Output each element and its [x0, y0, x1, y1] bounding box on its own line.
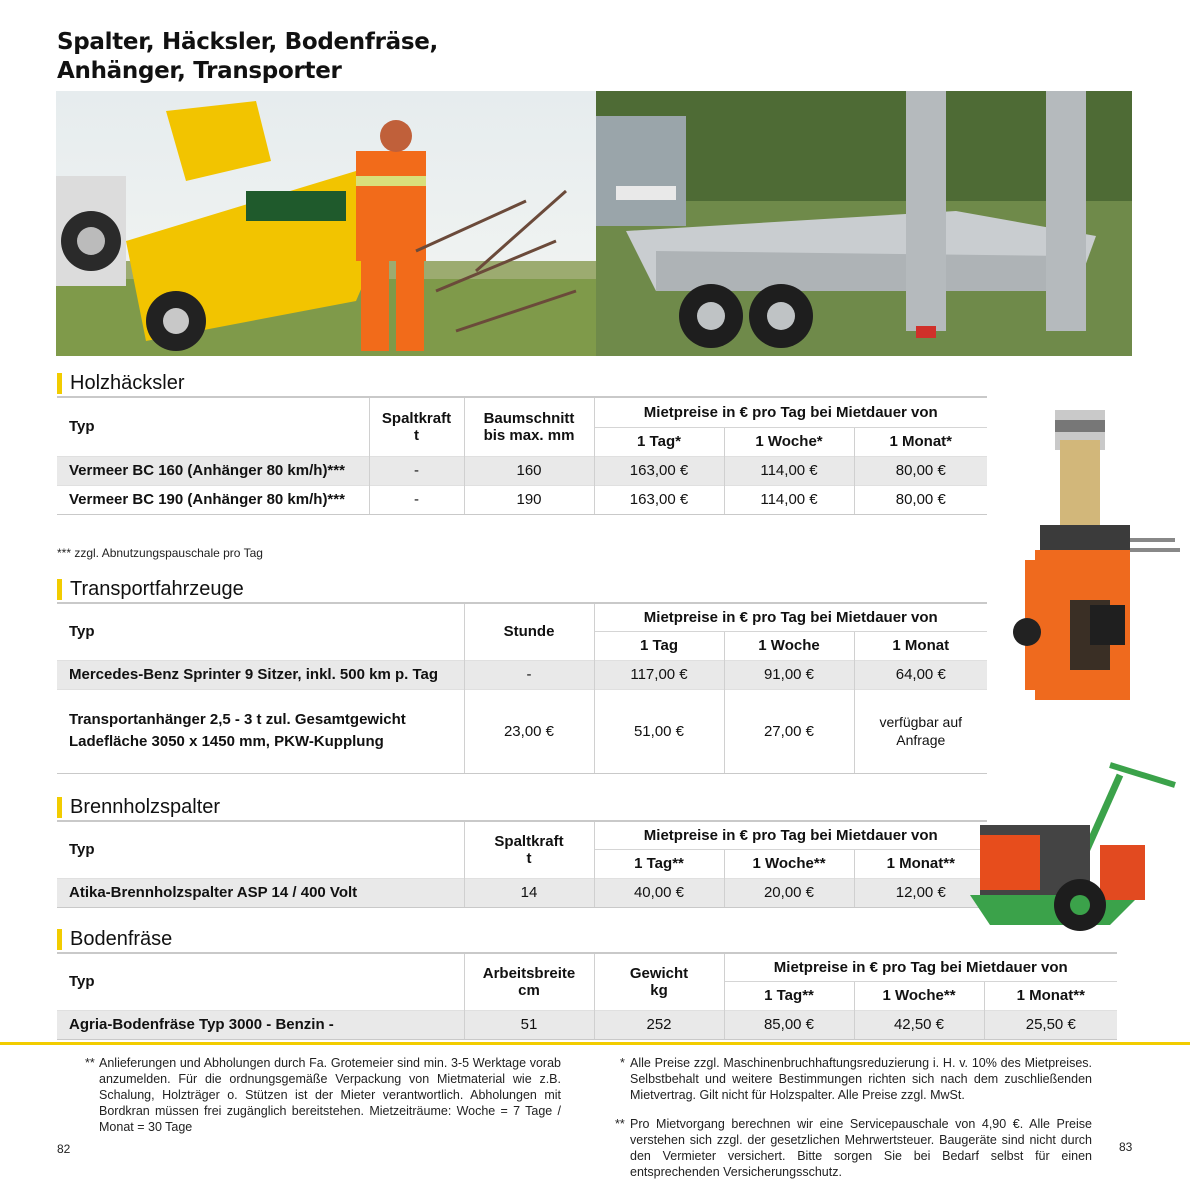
- row-baumschnitt: 190: [464, 485, 594, 514]
- col-header-spaltkraft-line1: Spaltkraft: [381, 409, 452, 427]
- page-number-left: 82: [57, 1142, 71, 1156]
- col-header-mietpreise: Mietpreise in € pro Tag bei Mietdauer von: [594, 821, 987, 849]
- table-row: [57, 1010, 1117, 1039]
- footnote-marker: **: [85, 1056, 95, 1070]
- col-header-1-monat: 1 Monat: [854, 631, 987, 660]
- row-type: Atika-Brennholzspalter ASP 14 / 400 Volt: [57, 878, 464, 907]
- section-title: Brennholzspalter: [70, 795, 221, 818]
- col-header-1-woche: 1 Woche**: [854, 981, 984, 1010]
- section-heading-brennholz: [57, 795, 220, 819]
- table-row: [57, 660, 987, 689]
- col-header-baumschnitt-line1: Baumschnitt: [483, 409, 575, 427]
- row-price-week: 42,50 €: [854, 1010, 984, 1039]
- row-arbeitsbreite: 51: [464, 1010, 594, 1039]
- col-header-1-woche: 1 Woche*: [724, 427, 854, 456]
- holzhacksler-footnote: *** zzgl. Abnutzungspauschale pro Tag: [57, 546, 263, 560]
- col-header-gewicht-line1: Gewicht: [629, 964, 689, 982]
- trailer-photo: [596, 91, 1132, 356]
- row-price-day: 163,00 €: [594, 456, 724, 485]
- row-price-day: 163,00 €: [594, 485, 724, 514]
- col-header-baumschnitt-line2: bis max. mm: [483, 426, 575, 444]
- col-header-arbeitsbreite-line1: Arbeitsbreite: [482, 964, 576, 982]
- row-price-day: 40,00 €: [594, 878, 724, 907]
- brennholz-table: [57, 820, 987, 908]
- row-spaltkraft: -: [369, 456, 464, 485]
- col-header-arbeitsbreite: [464, 953, 594, 1010]
- col-header-typ: Typ: [57, 397, 369, 456]
- row-price-week: 91,00 €: [724, 660, 854, 689]
- col-header-typ: Typ: [57, 821, 464, 878]
- row-type: Vermeer BC 190 (Anhänger 80 km/h)***: [57, 485, 369, 514]
- section-title: Bodenfräse: [70, 927, 173, 950]
- row-price-month: 64,00 €: [854, 660, 987, 689]
- heading-accent-bar: [57, 797, 62, 818]
- row-type: [57, 689, 464, 773]
- col-header-spaltkraft-line1: Spaltkraft: [494, 832, 564, 850]
- row-price-month: 12,00 €: [854, 878, 987, 907]
- page-number-right: 83: [1119, 1140, 1133, 1154]
- heading-accent-bar: [57, 929, 62, 950]
- row-baumschnitt: 160: [464, 456, 594, 485]
- row-price-month: 80,00 €: [854, 456, 987, 485]
- col-header-1-tag: 1 Tag**: [594, 849, 724, 878]
- row-price-month: 80,00 €: [854, 485, 987, 514]
- footer-note-right-2-text: Pro Mietvorgang berechnen wir eine Servicepauschale von 4,90 €. Alle Preise verstehen sich zzgl. der gesetzlichen Mehrwertsteuer. Baugeräte sind nicht durch den Vermieter versichert. Bitte sorgen Sie bei Bedarf selbst für einen entsprechenden Versicherungsschutz.: [630, 1117, 1092, 1179]
- col-header-arbeitsbreite-line2: cm: [518, 981, 540, 999]
- row-price-month-line2: Anfrage: [896, 732, 946, 748]
- col-header-mietpreise: Mietpreise in € pro Tag bei Mietdauer von: [594, 603, 987, 631]
- footer-divider: [0, 1042, 1190, 1045]
- col-header-spaltkraft: [464, 821, 594, 878]
- log-splitter-image: [995, 400, 1190, 700]
- row-price-day: 85,00 €: [724, 1010, 854, 1039]
- footnote-marker: **: [615, 1117, 625, 1131]
- col-header-gewicht: [594, 953, 724, 1010]
- bodenfraese-table: [57, 952, 1117, 1040]
- section-title: Transportfahrzeuge: [70, 577, 244, 600]
- table-row: [57, 485, 987, 514]
- row-gewicht: 252: [594, 1010, 724, 1039]
- section-title: Holzhäcksler: [70, 371, 185, 394]
- col-header-1-tag: 1 Tag**: [724, 981, 854, 1010]
- col-header-1-woche: 1 Woche: [724, 631, 854, 660]
- table-row: [57, 456, 987, 485]
- row-price-week: 114,00 €: [724, 485, 854, 514]
- transport-table: [57, 602, 987, 774]
- col-header-1-monat: 1 Monat**: [854, 849, 987, 878]
- section-heading-holzhacksler: [57, 371, 184, 395]
- row-price-week: 20,00 €: [724, 878, 854, 907]
- footer-note-right-1-text: Alle Preise zzgl. Maschinenbruchhaftungsreduzierung i. H. v. 10% des Mietpreises. Selbstbehalt und weitere Bestimmungen richten sich nach dem zuschließenden Mietvertrag. Gilt nicht für Holzspalter. Alle Preise zzgl. MwSt.: [630, 1056, 1092, 1102]
- holzhacksler-table: [57, 396, 987, 515]
- col-header-typ: Typ: [57, 953, 464, 1010]
- table-row: [57, 878, 987, 907]
- col-header-mietpreise: Mietpreise in € pro Tag bei Mietdauer von: [724, 953, 1117, 981]
- heading-accent-bar: [57, 579, 62, 600]
- col-header-spaltkraft-line2: t: [414, 426, 419, 444]
- row-price-day: 117,00 €: [594, 660, 724, 689]
- row-price-month-line1: verfügbar auf: [879, 714, 963, 730]
- section-heading-transport: [57, 577, 244, 601]
- footer-note-right-1: [620, 1055, 1092, 1103]
- row-type-line2: Ladefläche 3050 x 1450 mm, PKW-Kupplung: [69, 733, 384, 750]
- row-type: Vermeer BC 160 (Anhänger 80 km/h)***: [57, 456, 369, 485]
- row-price-hour: -: [464, 660, 594, 689]
- page-title: [57, 28, 438, 86]
- col-header-1-tag: 1 Tag*: [594, 427, 724, 456]
- col-header-stunde: Stunde: [464, 603, 594, 660]
- heading-accent-bar: [57, 373, 62, 394]
- wood-chipper-photo: [56, 91, 596, 356]
- col-header-1-tag: 1 Tag: [594, 631, 724, 660]
- row-price-day: 51,00 €: [594, 689, 724, 773]
- row-type-line1: Transportanhänger 2,5 - 3 t zul. Gesamtgewicht: [69, 711, 406, 728]
- col-header-baumschnitt: [464, 397, 594, 456]
- page-title-line2: Anhänger, Transporter: [57, 58, 342, 84]
- col-header-1-woche: 1 Woche**: [724, 849, 854, 878]
- row-price-hour: 23,00 €: [464, 689, 594, 773]
- col-header-spaltkraft: [369, 397, 464, 456]
- page-title-line1: Spalter, Häcksler, Bodenfräse,: [57, 29, 438, 55]
- col-header-mietpreise: Mietpreise in € pro Tag bei Mietdauer von: [594, 397, 987, 427]
- col-header-1-monat: 1 Monat**: [984, 981, 1117, 1010]
- col-header-typ: Typ: [57, 603, 464, 660]
- row-spaltkraft: 14: [464, 878, 594, 907]
- footer-note-left: [85, 1055, 561, 1135]
- footer-note-left-text: Anlieferungen und Abholungen durch Fa. Grotemeier sind min. 3-5 Werktage vorab anzumelden. Für die ordnungsgemäße Verpackung von Mietmaterial wie z.B. Schalung, Holzträger o. Stützen ist der Mieter verantwortlich. Abholungen mit Bordkran müssen frei zugänglich bereitstehen. Mietzeiträume: Woche = 7 Tage / Monat = 30 Tage: [99, 1056, 561, 1134]
- row-price-week: 27,00 €: [724, 689, 854, 773]
- row-price-week: 114,00 €: [724, 456, 854, 485]
- col-header-1-monat: 1 Monat*: [854, 427, 987, 456]
- row-price-month: 25,50 €: [984, 1010, 1117, 1039]
- tiller-image: [960, 755, 1190, 935]
- col-header-gewicht-line2: kg: [650, 981, 668, 999]
- footer-note-right-2: [615, 1116, 1092, 1180]
- col-header-spaltkraft-line2: t: [526, 849, 532, 867]
- footnote-marker: *: [620, 1056, 625, 1070]
- table-row: [57, 689, 987, 773]
- section-heading-bodenfraese: [57, 927, 172, 951]
- row-type: Agria-Bodenfräse Typ 3000 - Benzin -: [57, 1010, 464, 1039]
- row-type: Mercedes-Benz Sprinter 9 Sitzer, inkl. 500 km p. Tag: [57, 660, 464, 689]
- row-spaltkraft: -: [369, 485, 464, 514]
